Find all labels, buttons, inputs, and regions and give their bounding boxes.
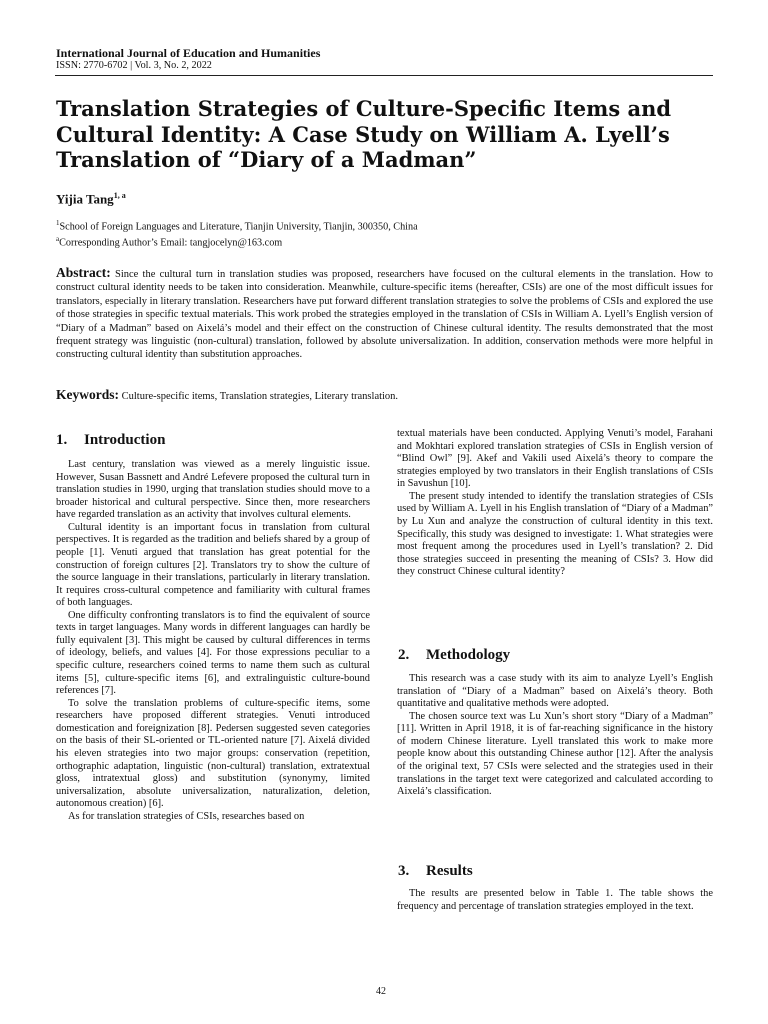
- section-heading-introduction: [56, 432, 165, 449]
- paragraph: Cultural identity is an important focus in translation from cultural perspectives. It is regarded as the tradition and beliefs shared by a group of people [1]. Venuti argued that translation has great potential for the construction of foreign cultures [2]. Translators try to show the culture of the source language in their translations, particularly in literary translation. It requires cross-cultural competence and familiarity with cultural frames of both languages.: [56, 521, 370, 609]
- journal-issn: ISSN: 2770-6702 | Vol. 3, No. 2, 2022: [56, 60, 212, 71]
- abstract: [56, 266, 713, 362]
- section-title: Results: [426, 863, 473, 879]
- abstract-text: Since the cultural turn in translation studies was proposed, researchers have focused on the cultural elements in the translation. How to construct cultural identity needs to be taken into consideration. Meanwhile, culture-specific items (hereafter, CSIs) are one of the most difficult issues for translators, especially in literary translation. Researchers have put forward different translation strategies to solve the problems of CSIs and explored the use of those strategies in specific textual materials. This work probed the strategies employed in the translation of CSIs in William A. Lyell’s English version of “Diary of a Madman” based on Aixelá’s model and their effect on the construction of Chinese cultural identity. The results demonstrated that the most frequent strategy was linguistic (non-cultural) translation, followed by absolute universalization. In addition, conservation methods were more helpful in constructing cultural identity than substitution approaches.: [56, 269, 713, 361]
- keywords-label: Keywords:: [56, 387, 119, 402]
- keywords: [56, 387, 713, 403]
- paragraph: The results are presented below in Table 1. The table shows the frequency and percentage of translation strategies employed in the text.: [397, 888, 713, 912]
- affiliation-1: [56, 217, 418, 233]
- affiliation-1-text: School of Foreign Languages and Literature, Tianjin University, Tianjin, 300350, China: [59, 221, 418, 233]
- section-title: Methodology: [426, 647, 511, 663]
- paragraph: As for translation strategies of CSIs, researches based on: [68, 810, 305, 822]
- paper-title: Translation Strategies of Culture-Specific Items and Cultural Identity: A Case Study on William A. Lyell’s Translation of “Diary of a Madman”: [56, 96, 672, 172]
- section-heading-results: [398, 863, 473, 880]
- paragraph: The chosen source text was Lu Xun’s short story “Diary of a Madman” [11]. Written in April 1918, it is of far-reaching significance in the history of modern Chinese literature. Lyell translated this work to make more people know about this outstanding Chinese author [12]. After the analysis of the original text, 57 CSIs were selected and the strategies used in their translations in the target text were categorized and calculated according to Aixelá’s classification.: [397, 710, 713, 798]
- paragraph: textual materials have been conducted. Applying Venuti’s model, Farahani and Mokhtari explored translation strategies of CSIs in English version of “Blind Owl” [9]. Akef and Vakili used Aixelá’s theory to compare the strategies employed by two translators in their English translations of CSIs in Savushun [10].: [397, 428, 713, 490]
- author: [56, 191, 126, 207]
- paragraph: This research was a case study with its aim to analyze Lyell’s English translation of “Diary of a Madman” based on Aixelá’s theory. Both quantitative and qualitative methods were adopted.: [397, 673, 713, 710]
- journal-name: International Journal of Education and Humanities: [56, 46, 321, 60]
- section-number: 3.: [398, 863, 410, 879]
- paragraph: One difficulty confronting translators is to find the equivalent of source texts in target languages. Many words in different languages can hardly be fully equivalent [3]. This might be caused by cultural differences in terms of ideology, beliefs, and values [4]. For those expressions peculiar to a specific culture, researchers coined terms to name them such as cultural items [5], culture-specific items [6], and extralinguistic culture-bound references [7].: [56, 609, 370, 697]
- affiliation-2-sup: a: [56, 235, 60, 244]
- section-number: 2.: [398, 647, 410, 663]
- paragraph: Last century, translation was viewed as a merely linguistic issue. However, Susan Bassnett and André Lefevere proposed the cultural turn in translation studies in 1990, urging that translation studies should move to a broader historical and cultural perspective. Since then, more researchers have regarded translation as an activity that involves cultural elements.: [56, 459, 370, 521]
- section-title: Introduction: [84, 432, 166, 448]
- affiliations: [56, 217, 418, 250]
- right-column-results: [397, 888, 713, 913]
- section-number: 1.: [56, 432, 68, 448]
- header-rule: [55, 75, 713, 76]
- right-column-methodology: [397, 673, 713, 799]
- section-heading-methodology: [398, 647, 510, 664]
- right-column-intro: [397, 428, 713, 579]
- affiliation-1-sup: 1: [56, 219, 60, 227]
- paragraph: The present study intended to identify the translation strategies of CSIs used by William A. Lyell in his English translation of “Diary of a Madman” by Lu Xun and analyze the construction of cultural identity in this text. Specifically, this study was designed to investigate: 1. What strategies were most frequent among the procedures used in Lyell’s translation? 2. Did those strategies succeed in presenting the meaning of CSIs? 3. How did they construct Chinese cultural identity?: [397, 490, 713, 578]
- keywords-text: Culture-specific items, Translation strategies, Literary translation.: [121, 391, 399, 402]
- author-name: Yijia Tang: [56, 191, 114, 207]
- affiliation-2-text: Corresponding Author’s Email: tangjocelyn@163.com: [59, 237, 283, 249]
- abstract-label: Abstract:: [56, 265, 111, 280]
- author-sup: 1, a: [113, 191, 126, 200]
- page-number: 42: [376, 986, 386, 997]
- left-column: [56, 459, 370, 823]
- affiliation-2: [56, 233, 418, 249]
- paragraph: To solve the translation problems of culture-specific items, some researchers have proposed different strategies. Venuti introduced domestication and foreignization [8]. Pedersen suggested seven categories on the basis of their SL-oriented or TL-oriented nature [7]. Aixelá divided his eleven strategies into two major groups: conservation (repetition, orthographic adaptation, linguistic (non-cultural) translation, extratextual gloss, intratextual gloss) and substitution (synonymy, limited universalization, absolute universalization, naturalization, deletion, autonomous creation) [6].: [56, 697, 370, 810]
